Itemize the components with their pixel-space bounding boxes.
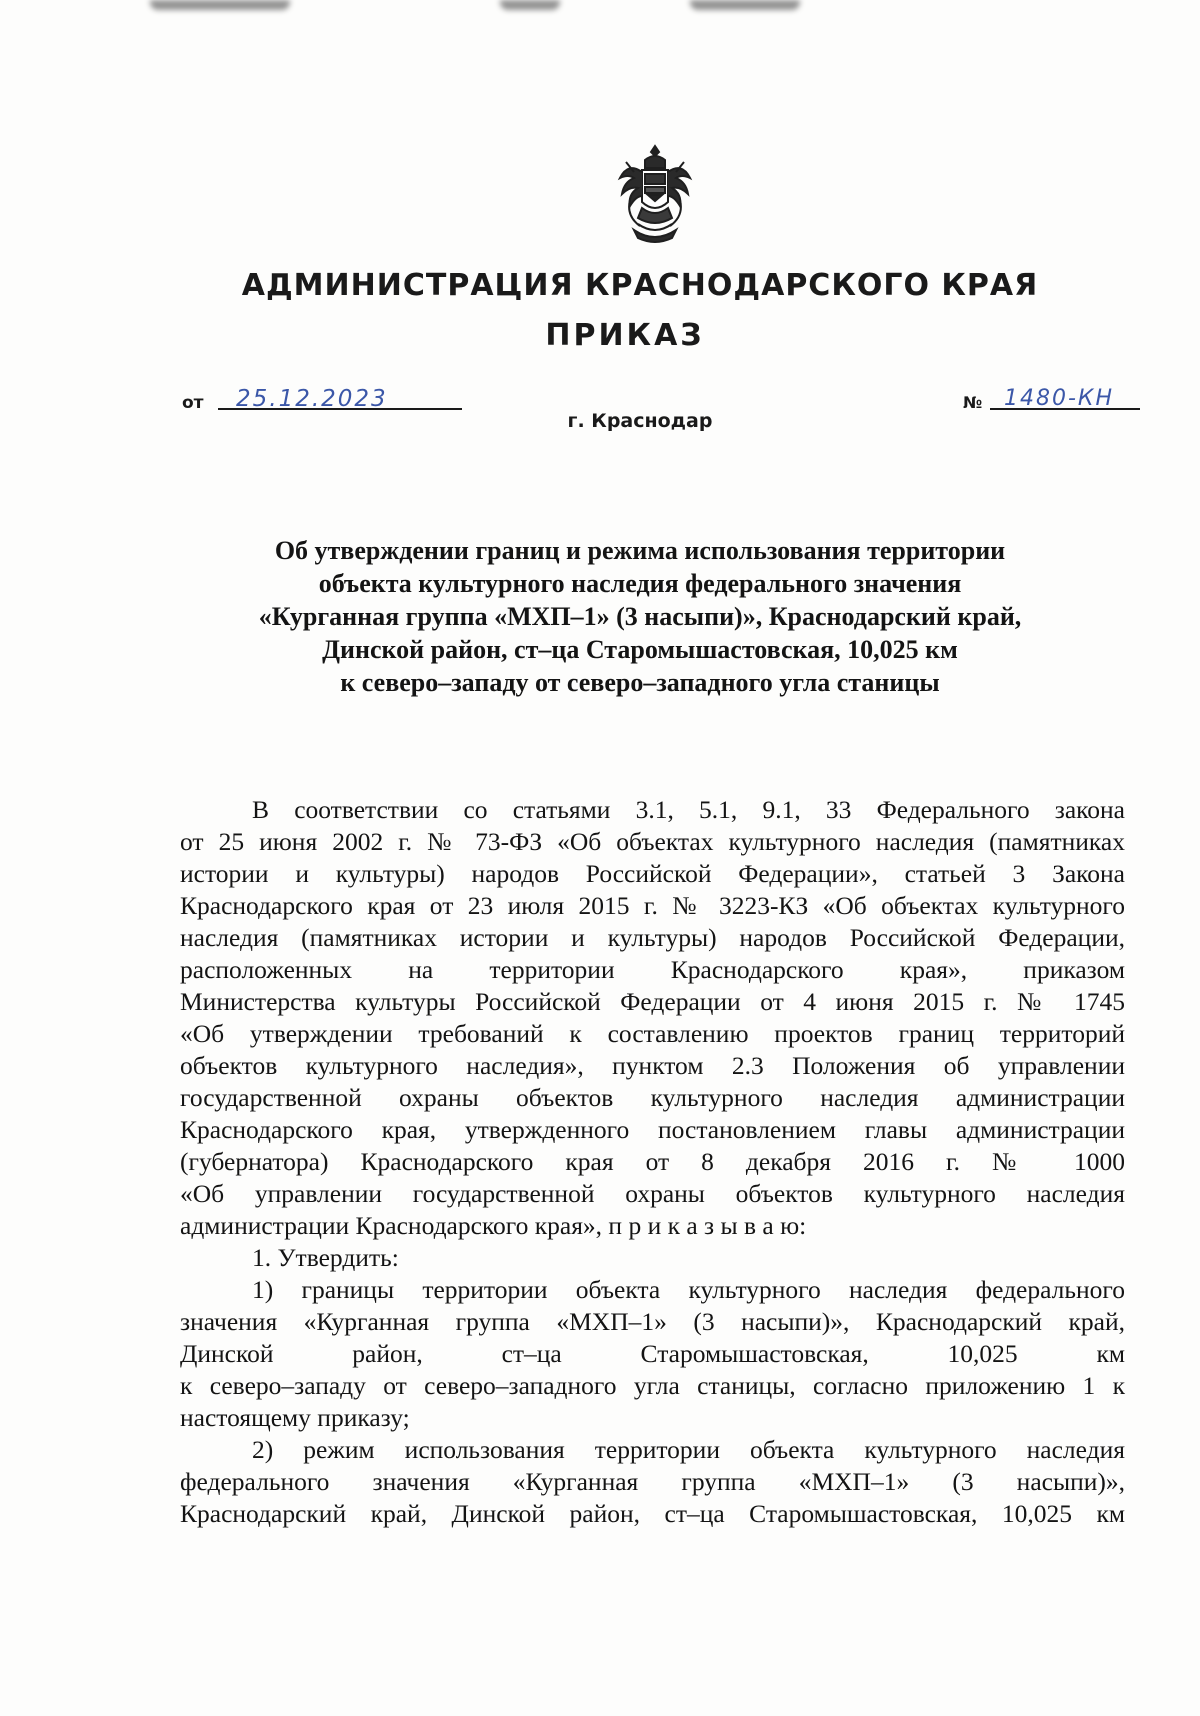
body-line: объектов культурного наследия», пунктом 2.3 Положения об управлении (180, 1051, 1125, 1080)
body-line: Краснодарского края, утвержденного постановлением главы администрации (180, 1115, 1125, 1144)
scan-artifact-center (500, 0, 560, 10)
body-line: государственной охраны объектов культурного наследия администрации (180, 1083, 1125, 1112)
date-prefix: от (182, 393, 204, 413)
handwritten-date: 25.12.2023 (236, 386, 388, 412)
body-line: 2) режим использования территории объекта культурного наследия (252, 1435, 1125, 1464)
city-name: г. Краснодар (567, 410, 713, 432)
body-line: 1. Утвердить: (252, 1243, 399, 1272)
body-line: администрации Краснодарского края», п р и к а з ы в а ю: (180, 1211, 807, 1240)
body-line: Краснодарский край, Динской район, ст–ца Старомышастовская, 10,025 км (180, 1499, 1125, 1528)
subject-line: Об утверждении границ и режима использования территории (274, 536, 1006, 565)
body-line: наследия (памятниках истории и культуры) народов Российской Федерации, (180, 923, 1125, 952)
organization-name: АДМИНИСТРАЦИЯ КРАСНОДАРСКОГО КРАЯ (241, 268, 1039, 303)
body-line: настоящему приказу; (180, 1403, 410, 1432)
order-subject (200, 534, 1080, 699)
body-line: истории и культуры) народов Российской Федерации», статьей 3 Закона (180, 859, 1125, 888)
body-line: расположенных на территории Краснодарского края», приказом (180, 955, 1125, 984)
body-line: 1) границы территории объекта культурного наследия федерального (252, 1275, 1125, 1304)
body-line: «Об утверждении требований к составлению проектов границ территорий (180, 1019, 1125, 1048)
body-line: Динской район, ст–ца Старомышастовская, 10,025 км (180, 1339, 1125, 1368)
body-line: В соответствии со статьями 3.1, 5.1, 9.1, 33 Федерального закона (252, 795, 1125, 824)
scan-artifact-left (150, 0, 290, 10)
body-line: «Об управлении государственной охраны объектов культурного наследия (180, 1179, 1125, 1208)
subject-line: Динской район, ст–ца Старомышастовская, 10,025 км (322, 635, 958, 664)
number-prefix: № (963, 393, 983, 412)
body-line: к северо–западу от северо–западного угла станицы, согласно приложению 1 к (180, 1371, 1125, 1400)
body-line: от 25 июня 2002 г. № 73-ФЗ «Об объектах культурного наследия (памятниках (180, 827, 1125, 856)
body-line: (губернатора) Краснодарского края от 8 декабря 2016 г. № 1000 (180, 1147, 1125, 1176)
body-line: федерального значения «Курганная группа «МХП–1» (3 насыпи)», (180, 1467, 1125, 1496)
subject-line: объекта культурного наследия федерального значения (318, 569, 962, 598)
scan-artifact-right (690, 0, 800, 10)
body-line: Краснодарского края от 23 июля 2015 г. № 3223-КЗ «Об объектах культурного (180, 891, 1125, 920)
krasnodar-coat-of-arms-icon (612, 140, 698, 246)
document-type: ПРИКАЗ (545, 318, 705, 353)
subject-line: «Курганная группа «МХП–1» (3 насыпи)», Краснодарский край, (258, 602, 1022, 631)
subject-line: к северо–западу от северо–западного угла станицы (340, 668, 940, 697)
order-body (180, 794, 1125, 1530)
body-line: Министерства культуры Российской Федерации от 4 июня 2015 г. № 1745 (180, 987, 1125, 1016)
handwritten-number: 1480-КН (1004, 386, 1115, 411)
body-line: значения «Курганная группа «МХП–1» (3 насыпи)», Краснодарский край, (180, 1307, 1125, 1336)
